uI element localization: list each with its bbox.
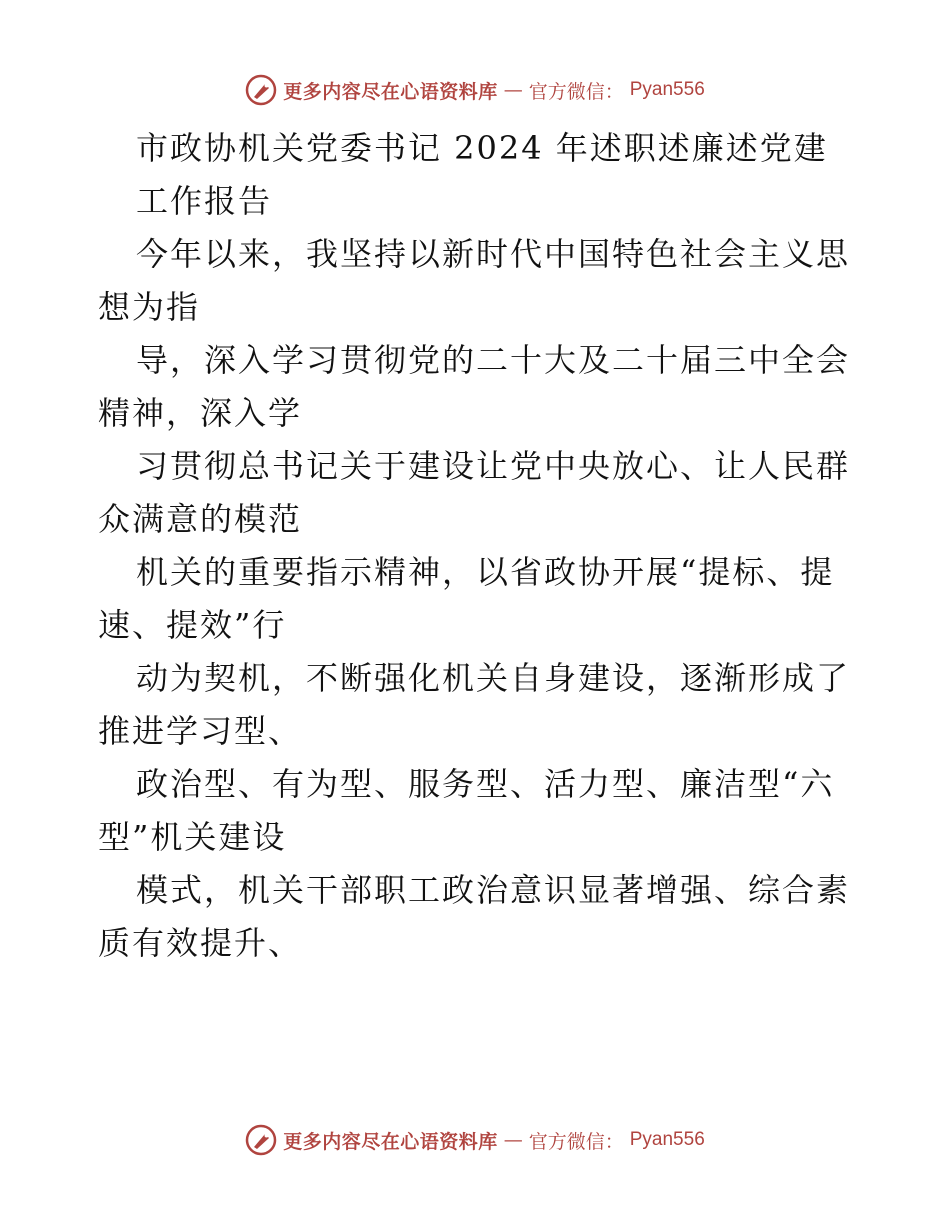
watermark-sub-text: 官方微信： (528, 80, 624, 103)
document-line: 机关的重要指示精神，以省政协开展“提标、提 (136, 553, 835, 591)
document-line: 型”机关建设 (98, 818, 287, 856)
watermark-sub-text: 官方微信： (528, 1130, 624, 1153)
document-line: 质有效提升、 (98, 924, 303, 962)
watermark-footer (0, 1120, 950, 1160)
document-line: 政治型、有为型、服务型、活力型、廉洁型“六 (136, 765, 835, 803)
pen-nib-logo-icon (245, 74, 277, 106)
watermark-separator: — (503, 79, 523, 101)
pen-nib-logo-icon (245, 1124, 277, 1156)
watermark-main-text: 更多内容尽在心语资料库 (283, 80, 498, 103)
document-line: 推进学习型、 (98, 712, 303, 750)
document-line: 市政协机关党委书记 2024 年述职述廉述党建 (136, 129, 828, 167)
document-line: 模式，机关干部职工政治意识显著增强、综合素 (136, 871, 851, 909)
document-line: 习贯彻总书记关于建设让党中央放心、让人民群 (136, 447, 851, 485)
document-line: 想为指 (98, 288, 201, 326)
document-line: 工作报告 (136, 182, 273, 220)
document-body (98, 122, 858, 970)
document-line: 今年以来，我坚持以新时代中国特色社会主义思 (136, 235, 851, 273)
watermark-id-text: Pyan556 (629, 1129, 705, 1150)
watermark-separator: — (503, 1129, 523, 1151)
document-line: 动为契机，不断强化机关自身建设，逐渐形成了 (136, 659, 851, 697)
watermark-id-text: Pyan556 (629, 79, 705, 100)
document-line: 精神，深入学 (98, 394, 303, 432)
watermark-header (0, 70, 950, 110)
document-line: 导，深入学习贯彻党的二十大及二十届三中全会 (136, 341, 851, 379)
watermark-main-text: 更多内容尽在心语资料库 (283, 1130, 498, 1153)
document-line: 速、提效”行 (98, 606, 287, 644)
document-line: 众满意的模范 (98, 500, 303, 538)
